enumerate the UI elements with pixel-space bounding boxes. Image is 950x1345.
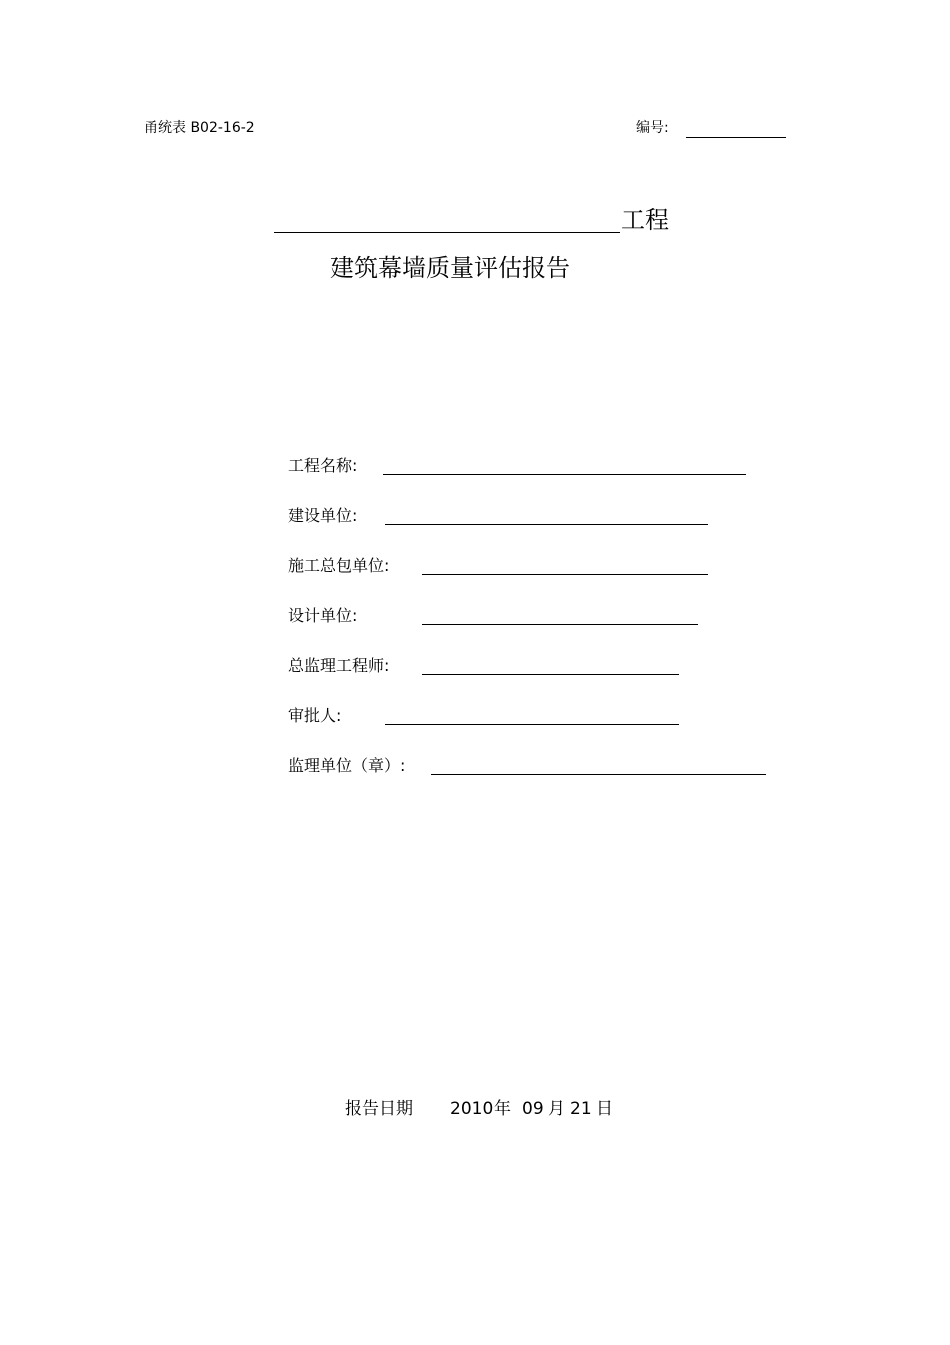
- field-label-supervision-unit: 监理单位（章）:: [288, 756, 406, 775]
- report-date-month-unit: 月: [548, 1099, 565, 1119]
- field-label-general-contractor: 施工总包单位:: [288, 556, 390, 575]
- field-label-chief-supervisor: 总监理工程师:: [288, 656, 390, 675]
- field-underline-designer: [422, 624, 698, 625]
- report-date-day: 21: [570, 1099, 592, 1119]
- field-label-owner: 建设单位:: [288, 506, 358, 525]
- field-label-approver: 审批人:: [288, 706, 342, 725]
- field-underline-owner: [385, 524, 708, 525]
- number-label: 编号:: [636, 120, 669, 136]
- report-title: 建筑幕墙质量评估报告: [330, 254, 570, 282]
- report-date-month: 09: [522, 1099, 544, 1119]
- number-underline: [686, 137, 786, 138]
- field-underline-supervision-unit: [431, 774, 766, 775]
- report-date-label: 报告日期: [345, 1099, 413, 1119]
- report-date-year-unit: 年: [494, 1099, 511, 1119]
- field-underline-project-name: [383, 474, 746, 475]
- project-name-underline: [274, 232, 620, 233]
- field-underline-chief-supervisor: [422, 674, 679, 675]
- project-suffix: 工程: [621, 206, 669, 234]
- field-underline-approver: [385, 724, 679, 725]
- field-label-project-name: 工程名称:: [288, 456, 358, 475]
- report-date-day-unit: 日: [596, 1099, 613, 1119]
- report-date-year: 2010: [450, 1099, 494, 1119]
- form-code: 甬统表 B02-16-2: [144, 120, 255, 136]
- field-label-designer: 设计单位:: [288, 606, 358, 625]
- field-underline-general-contractor: [422, 574, 708, 575]
